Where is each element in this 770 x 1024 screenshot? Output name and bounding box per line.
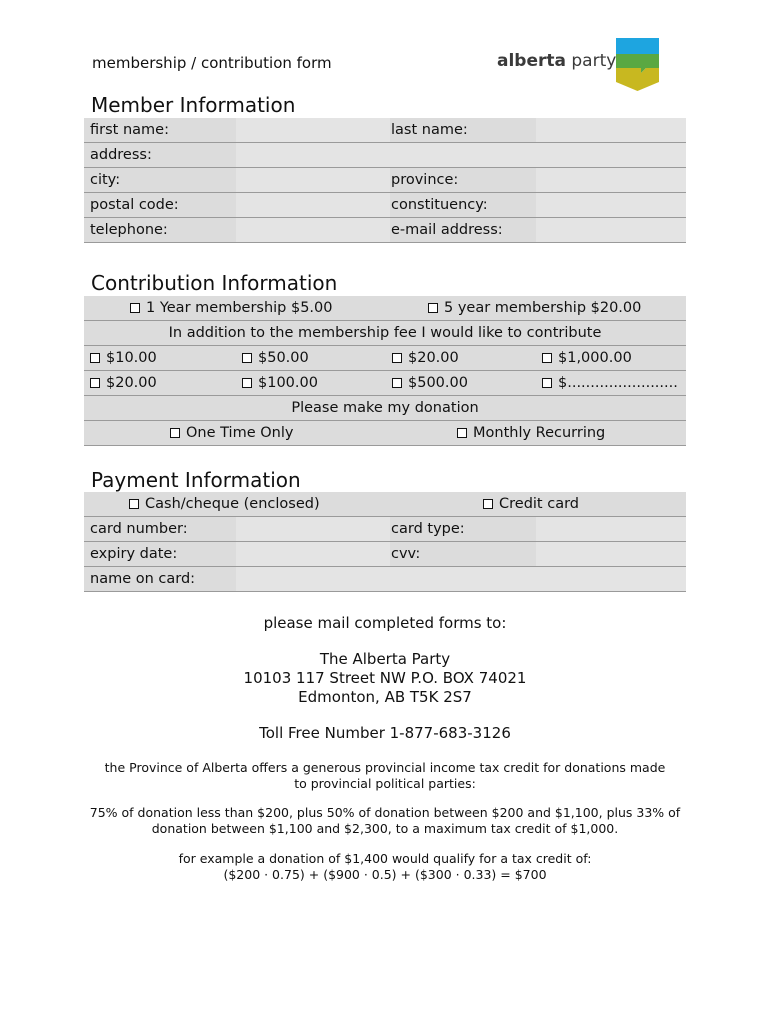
card-type-label: card type: — [391, 521, 465, 537]
tax-credit-intro: the Province of Alberta offers a generous provincial income tax credit for donations made to provincial political parties: — [104, 760, 666, 791]
checkbox-icon[interactable] — [130, 303, 140, 313]
in-addition-text: In addition to the membership fee I would like to contribute — [168, 325, 602, 341]
logo-bold-word: alberta — [497, 51, 566, 71]
telephone-email-row — [84, 218, 686, 243]
alberta-party-logo-icon — [616, 38, 659, 91]
amount-option[interactable]: $20.00 — [90, 371, 157, 395]
checkbox-icon[interactable] — [170, 428, 180, 438]
amount-option[interactable]: $10.00 — [90, 346, 157, 370]
mail-intro: please mail completed forms to: — [263, 614, 507, 632]
amounts-row-1 — [84, 346, 686, 371]
mail-city: Edmonton, AB T5K 2S7 — [298, 688, 472, 706]
five-year-membership-option[interactable]: 5 year membership $20.00 — [428, 296, 641, 320]
contribution-info-title: Contribution Information — [91, 271, 338, 295]
tax-credit-example: for example a donation of $1,400 would qualify for a tax credit of: ($200 · 0.75) + ($900 · 0.5) + ($300 · 0.33) = $700 — [178, 851, 592, 882]
please-make-row — [84, 396, 686, 421]
first-last-name-row — [84, 118, 686, 143]
province-label: province: — [391, 172, 459, 188]
name-on-card-row — [84, 567, 686, 592]
amount-option[interactable]: $1,000.00 — [542, 346, 632, 370]
monthly-recurring-option[interactable]: Monthly Recurring — [457, 421, 605, 445]
checkbox-icon[interactable] — [542, 353, 552, 363]
checkbox-icon[interactable] — [90, 353, 100, 363]
address-label: address: — [90, 147, 152, 163]
amount-option[interactable]: $100.00 — [242, 371, 318, 395]
checkbox-icon[interactable] — [90, 378, 100, 388]
donation-frequency-row — [84, 421, 686, 446]
checkbox-icon[interactable] — [392, 378, 402, 388]
checkbox-icon[interactable] — [242, 353, 252, 363]
card-number-label: card number: — [90, 521, 188, 537]
postal-constituency-row — [84, 193, 686, 218]
expiry-cvv-row — [84, 542, 686, 567]
toll-free-number: Toll Free Number 1-877-683-3126 — [259, 724, 511, 742]
payment-method-row — [84, 492, 686, 517]
last-name-label: last name: — [391, 122, 468, 138]
checkbox-icon[interactable] — [242, 378, 252, 388]
cash-cheque-option[interactable]: Cash/cheque (enclosed) — [129, 492, 320, 516]
payment-info-title: Payment Information — [91, 468, 301, 492]
checkbox-icon[interactable] — [542, 378, 552, 388]
constituency-label: constituency: — [391, 197, 488, 213]
email-label: e-mail address: — [391, 222, 503, 238]
contribution-table — [84, 296, 686, 446]
city-label: city: — [90, 172, 121, 188]
city-province-row — [84, 168, 686, 193]
card-number-type-row — [84, 517, 686, 542]
amount-option[interactable]: $20.00 — [392, 346, 459, 370]
address-row — [84, 143, 686, 168]
amounts-row-2 — [84, 371, 686, 396]
expiry-date-label: expiry date: — [90, 546, 178, 562]
one-time-option[interactable]: One Time Only — [170, 421, 293, 445]
tax-credit-rule: 75% of donation less than $200, plus 50% of donation between $200 and $1,100, plus 33% of donation between $1,100 and $2,300, to a maximum tax credit of $1,000. — [89, 805, 681, 836]
custom-amount-option[interactable]: $........................ — [542, 371, 678, 395]
name-on-card-label: name on card: — [90, 571, 196, 587]
membership-options-row — [84, 296, 686, 321]
in-addition-row — [84, 321, 686, 346]
checkbox-icon[interactable] — [129, 499, 139, 509]
credit-card-option[interactable]: Credit card — [483, 492, 579, 516]
member-info-title: Member Information — [91, 93, 296, 117]
amount-option[interactable]: $50.00 — [242, 346, 309, 370]
payment-table — [84, 492, 686, 592]
checkbox-icon[interactable] — [483, 499, 493, 509]
one-year-membership-option[interactable]: 1 Year membership $5.00 — [130, 296, 333, 320]
mail-org: The Alberta Party — [319, 650, 451, 668]
logo-light-word: party — [571, 51, 617, 71]
form-title: membership / contribution form — [92, 54, 332, 72]
please-make-text: Please make my donation — [291, 400, 479, 416]
checkbox-icon[interactable] — [457, 428, 467, 438]
amount-option[interactable]: $500.00 — [392, 371, 468, 395]
postal-code-label: postal code: — [90, 197, 179, 213]
party-logo-text — [497, 51, 616, 71]
checkbox-icon[interactable] — [392, 353, 402, 363]
member-info-table — [84, 118, 686, 243]
telephone-label: telephone: — [90, 222, 168, 238]
cvv-label: cvv: — [391, 546, 421, 562]
first-name-label: first name: — [90, 122, 169, 138]
mail-street: 10103 117 Street NW P.O. BOX 74021 — [243, 669, 527, 687]
checkbox-icon[interactable] — [428, 303, 438, 313]
